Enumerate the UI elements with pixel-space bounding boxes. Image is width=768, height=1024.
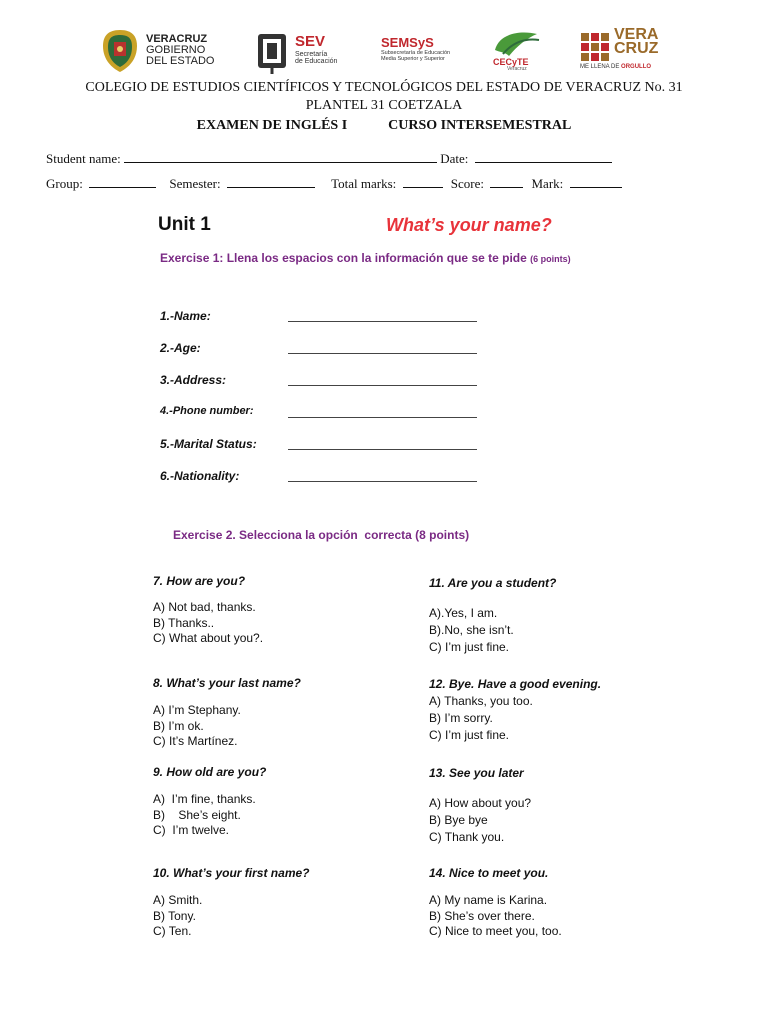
- address-answer-line[interactable]: [288, 385, 477, 386]
- phone-answer-line[interactable]: [288, 417, 477, 418]
- semester-label: Semester:: [169, 176, 221, 191]
- semester-field[interactable]: [227, 175, 315, 188]
- question-13-option-b[interactable]: B) Bye bye: [429, 813, 488, 827]
- grading-row: [46, 175, 622, 192]
- total-marks-label: Total marks:: [331, 176, 397, 191]
- exercise2-title: Exercise 2. Selecciona la opción correcta (8 points): [173, 528, 470, 542]
- veracruz-orgullo-logo: [580, 28, 670, 74]
- question-9-option-c[interactable]: C) I’m twelve.: [153, 823, 230, 837]
- question-7-option-b[interactable]: B) Thanks..: [153, 615, 215, 630]
- nationality-answer-line[interactable]: [288, 481, 477, 482]
- score-label: Score:: [450, 176, 484, 191]
- exam-title: EXAMEN DE INGLÉS I: [196, 118, 348, 133]
- mark-field[interactable]: [570, 175, 622, 188]
- unit-subtitle: What’s your name?: [386, 215, 552, 235]
- campus-name: PLANTEL 31 COETZALA: [305, 98, 463, 113]
- question-13: [429, 766, 531, 846]
- exercise1-item-phone: 4.-Phone number:: [160, 405, 254, 417]
- group-field[interactable]: [89, 175, 156, 188]
- exercise1-item-nationality: 6.-Nationality:: [160, 469, 240, 483]
- semsys-logo: [381, 28, 471, 74]
- question-14-option-a[interactable]: A) My name is Karina.: [429, 893, 548, 907]
- date-label: Date:: [440, 151, 469, 166]
- total-marks-field[interactable]: [403, 175, 443, 188]
- question-7-text: 7. How are you?: [153, 574, 246, 588]
- student-name-label: Student name:: [46, 151, 121, 166]
- group-label: Group:: [46, 176, 83, 191]
- question-13-option-c[interactable]: C) Thank you.: [429, 830, 505, 844]
- sev-logo-line2: de Educación: [295, 58, 338, 65]
- marital-answer-line[interactable]: [288, 449, 477, 450]
- semsys-logo-line1: Subsecretaría de Educación: [381, 50, 451, 56]
- question-14-option-c[interactable]: C) Nice to meet you, too.: [429, 924, 562, 938]
- veracruz-pattern-icon: [580, 32, 610, 62]
- question-11-text: 11. Are you a student?: [429, 576, 557, 590]
- course-title: CURSO INTERSEMESTRAL: [388, 118, 572, 133]
- unit-title: Unit 1: [158, 214, 211, 235]
- question-8: [153, 676, 301, 750]
- question-12-option-a[interactable]: A) Thanks, you too.: [429, 694, 533, 708]
- question-11-option-a[interactable]: A).Yes, I am.: [429, 606, 498, 620]
- exercise1-title-row: [160, 251, 571, 265]
- question-12-text: 12. Bye. Have a good evening.: [429, 677, 602, 691]
- question-14-option-b[interactable]: B) She’s over there.: [429, 908, 535, 923]
- question-14: [429, 866, 562, 940]
- veracruz-logo-line3: DEL ESTADO: [146, 55, 215, 67]
- veracruz-logo-line1: VERACRUZ: [146, 33, 208, 45]
- question-10-option-a[interactable]: A) Smith.: [153, 893, 203, 907]
- school-name: COLEGIO DE ESTUDIOS CIENTÍFICOS Y TECNOLÓGICOS DEL ESTADO DE VERACRUZ No. 31: [85, 80, 683, 95]
- exercise1-item-age: 2.-Age:: [160, 341, 201, 355]
- cecyte-logo: [489, 28, 549, 74]
- veracruz-government-logo: [100, 28, 220, 74]
- veracruz-logo-line2: GOBIERNO: [146, 44, 206, 56]
- veracruz-orgullo-line1: VERA: [614, 26, 659, 43]
- question-9: [153, 765, 266, 839]
- exercise1-item-marital: 5.-Marital Status:: [160, 437, 257, 451]
- exercise1-item-name: 1.-Name:: [160, 309, 211, 323]
- score-field[interactable]: [490, 175, 523, 188]
- question-9-option-a[interactable]: A) I’m fine, thanks.: [153, 792, 256, 806]
- name-answer-line[interactable]: [288, 321, 477, 322]
- student-info-row: [46, 150, 612, 167]
- veracruz-orgullo-line2: CRUZ: [614, 40, 659, 57]
- sev-emblem-icon: [255, 30, 289, 74]
- question-10-option-b[interactable]: B) Tony.: [153, 908, 196, 923]
- age-answer-line[interactable]: [288, 353, 477, 354]
- question-12-option-c[interactable]: C) I’m just fine.: [429, 728, 510, 742]
- question-10-option-c[interactable]: C) Ten.: [153, 924, 192, 938]
- question-9-text: 9. How old are you?: [153, 765, 267, 779]
- question-7: [153, 574, 263, 647]
- cecyte-leaf-icon: [489, 28, 545, 60]
- question-10: [153, 866, 310, 940]
- question-12-option-b[interactable]: B) I’m sorry.: [429, 711, 493, 725]
- veracruz-orgullo-tag-a: ME LLENA DE: [580, 64, 620, 70]
- question-7-option-a[interactable]: A) Not bad, thanks.: [153, 600, 256, 614]
- semsys-logo-title: SEMSyS: [381, 35, 434, 50]
- student-name-field[interactable]: [124, 150, 437, 163]
- question-11: [429, 576, 556, 656]
- exercise1-title: Exercise 1: Llena los espacios con la información que se te pide: [160, 251, 527, 265]
- sev-logo-line1: Secretaría: [295, 51, 328, 58]
- question-13-text: 13. See you later: [429, 766, 524, 780]
- veracruz-orgullo-tag-b: ORGULLO: [621, 64, 652, 70]
- sev-logo-title: SEV: [295, 33, 326, 50]
- exam-title-row: [0, 118, 768, 134]
- question-8-option-a[interactable]: A) I’m Stephany.: [153, 703, 241, 717]
- veracruz-shield-icon: [100, 28, 140, 74]
- question-7-option-c[interactable]: C) What about you?.: [153, 631, 264, 645]
- question-11-option-c[interactable]: C) I’m just fine.: [429, 640, 510, 654]
- question-8-option-c[interactable]: C) It’s Martínez.: [153, 734, 238, 748]
- question-8-option-b[interactable]: B) I’m ok.: [153, 718, 204, 733]
- exercise1-item-address: 3.-Address:: [160, 373, 227, 387]
- question-9-option-b[interactable]: B) She’s eight.: [153, 807, 241, 822]
- question-8-text: 8. What’s your last name?: [153, 676, 301, 690]
- question-11-option-b[interactable]: B).No, she isn’t.: [429, 623, 514, 637]
- sev-logo: [255, 28, 350, 74]
- question-12: [429, 677, 601, 744]
- mark-label: Mark:: [531, 176, 564, 191]
- semsys-logo-line2: Media Superior y Superior: [381, 55, 445, 62]
- exercise1-points: (6 points): [530, 254, 571, 264]
- cecyte-logo-title: CECyTE: [493, 57, 529, 67]
- question-14-text: 14. Nice to meet you.: [429, 866, 549, 880]
- date-field[interactable]: [475, 150, 612, 163]
- cecyte-logo-sub: Veracruz: [507, 66, 527, 72]
- question-13-option-a[interactable]: A) How about you?: [429, 796, 532, 810]
- question-10-text: 10. What’s your first name?: [153, 866, 310, 880]
